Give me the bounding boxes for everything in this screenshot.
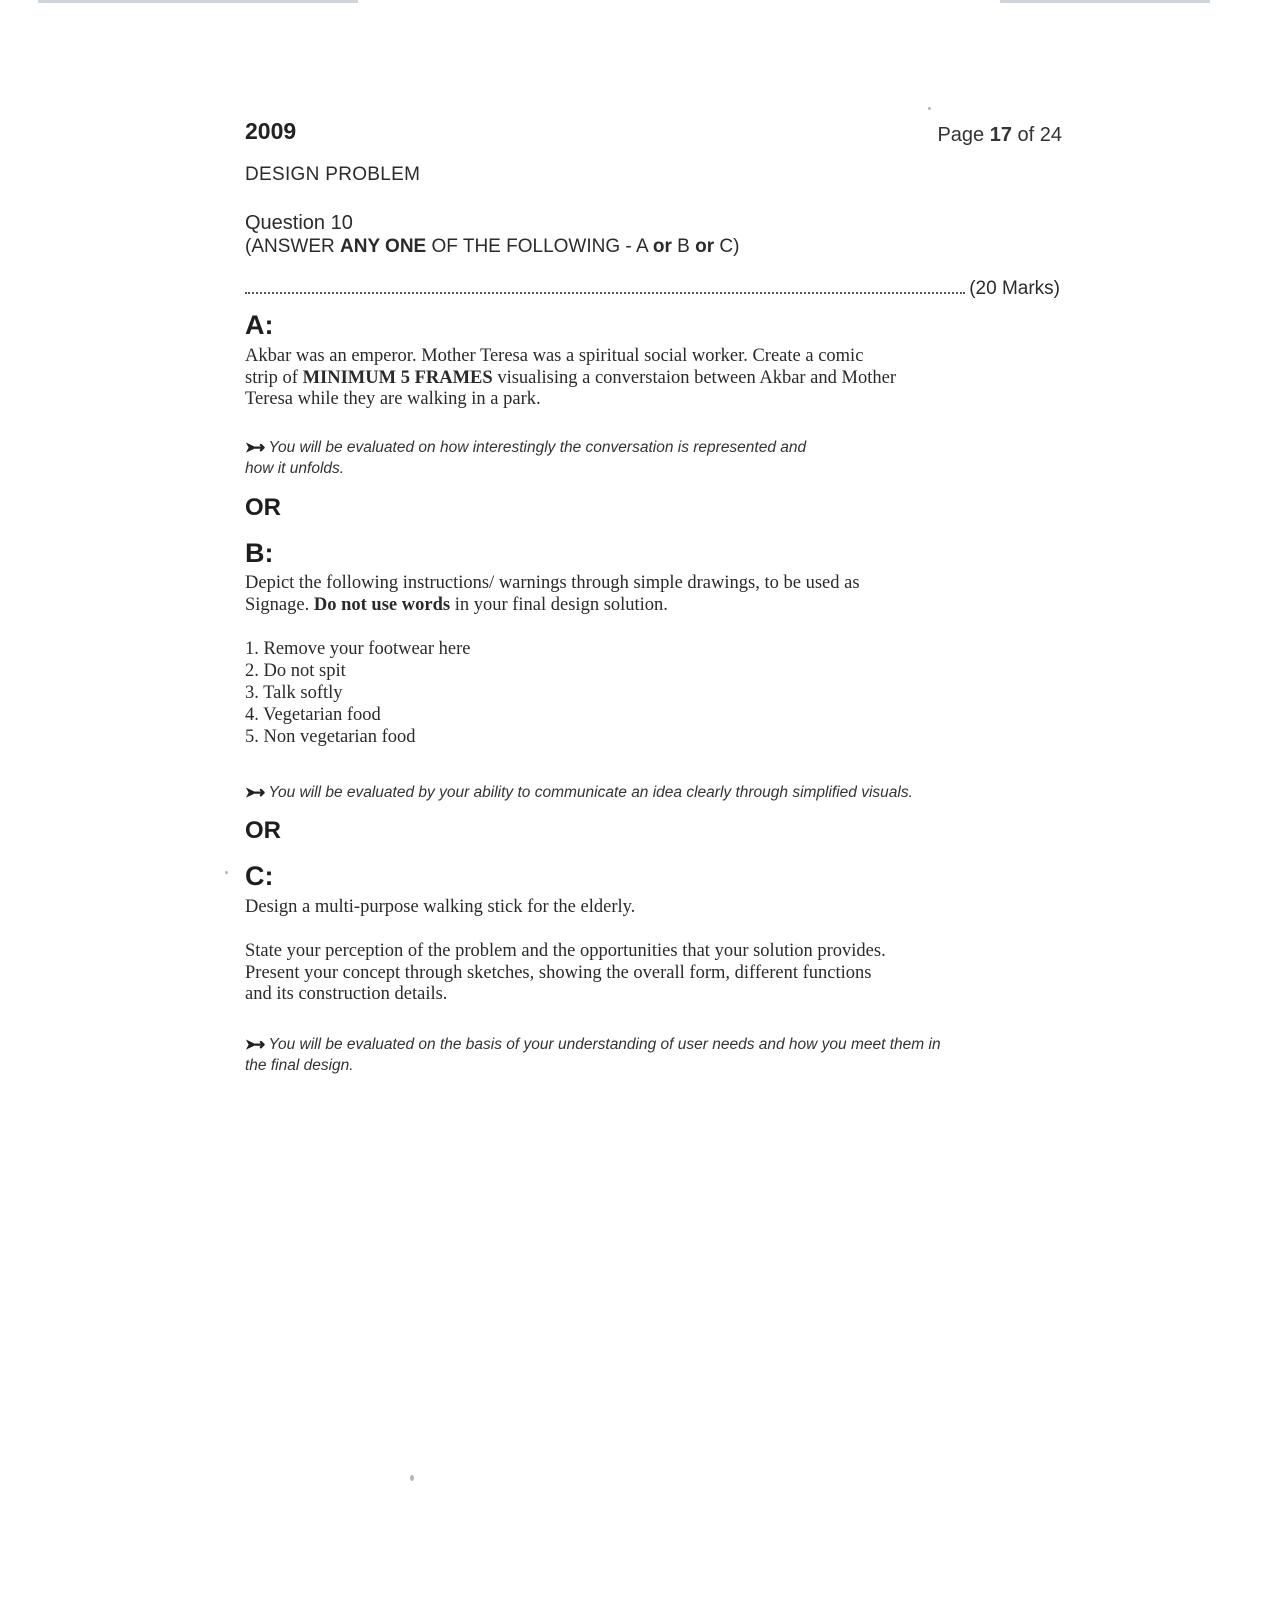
signage-list <box>245 638 471 748</box>
option-c-text-2: State your perception of the problem and the opportunities that your solution provides. Present your concept through sketches, showing the overall form, different functions and its construction details. <box>245 941 886 1004</box>
option-c-label: C: <box>245 861 274 891</box>
or-separator: OR <box>245 817 281 844</box>
scan-speck <box>410 1475 414 1481</box>
scan-speck <box>225 871 228 874</box>
exam-year: 2009 <box>245 118 297 144</box>
list-item: 2. Do not spit <box>245 661 346 681</box>
list-item: 3. Talk softly <box>245 683 343 703</box>
arrow-bullet-icon: ➤➜ <box>245 439 263 455</box>
marks-label: (20 Marks) <box>969 278 1060 299</box>
scan-edge-left <box>38 0 358 3</box>
question-instruction: (ANSWER ANY ONE OF THE FOLLOWING - A or B or C) <box>245 236 740 257</box>
scan-edge-right <box>1000 0 1210 3</box>
question-title: Question 10 <box>245 212 353 234</box>
arrow-bullet-icon: ➤➜ <box>245 1036 263 1052</box>
option-c-text: Design a multi-purpose walking stick for the elderly. <box>245 897 636 917</box>
option-b-label: B: <box>245 538 274 568</box>
option-a-note: ➤➜ You will be evaluated on how interestingly the conversation is represented and how it unfolds. <box>245 439 807 477</box>
scan-speck <box>928 107 931 110</box>
or-separator: OR <box>245 494 281 521</box>
list-item: 4. Vegetarian food <box>245 705 381 725</box>
section-title: DESIGN PROBLEM <box>245 164 421 185</box>
arrow-bullet-icon: ➤➜ <box>245 784 263 800</box>
option-b-text: Depict the following instructions/ warnings through simple drawings, to be used as Signage. Do not use words in your final design solution. <box>245 573 860 615</box>
dotted-leader <box>245 292 965 294</box>
option-c-note: ➤➜ You will be evaluated on the basis of your understanding of user needs and how you meet them in the final design. <box>245 1036 941 1074</box>
option-a-label: A: <box>245 310 274 340</box>
list-item: 1. Remove your footwear here <box>245 639 471 659</box>
option-a-text: Akbar was an emperor. Mother Teresa was a spiritual social worker. Create a comic strip of MINIMUM 5 FRAMES visualising a converstaion between Akbar and Mother Teresa while they are walking in a park. <box>245 346 896 409</box>
page-number: Page 17 of 24 <box>937 124 1062 146</box>
list-item: 5. Non vegetarian food <box>245 727 416 747</box>
marks-row <box>245 274 1060 300</box>
page-header <box>245 118 1075 158</box>
option-b-note: ➤➜ You will be evaluated by your ability to communicate an idea clearly through simplified visuals. <box>245 784 913 801</box>
